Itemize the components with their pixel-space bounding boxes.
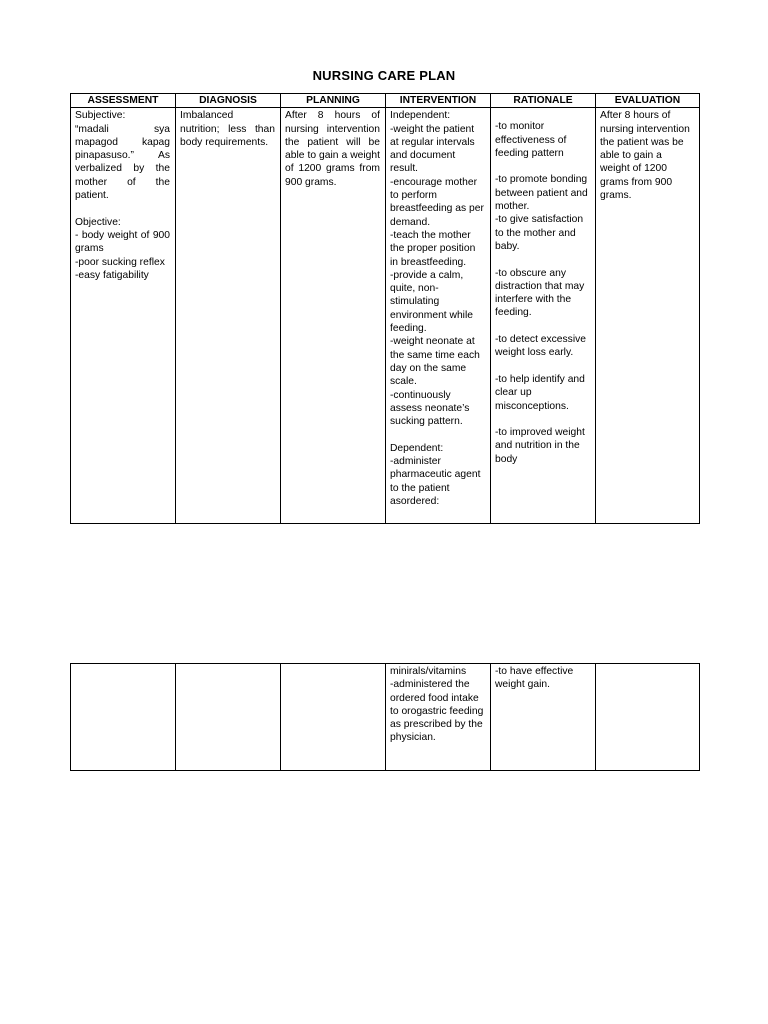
- rationale-item: -to give satisfaction to the mother and baby.: [495, 214, 584, 252]
- intervention-item: -provide a calm, quite, non-stimulating environment while feeding.: [390, 269, 473, 335]
- header-diagnosis: DIAGNOSIS: [176, 94, 281, 108]
- header-planning: PLANNING: [281, 94, 386, 108]
- diagnosis-cell: Imbalanced nutrition; less than body requirements.: [176, 108, 281, 524]
- rationale-item: -to promote bonding between patient and mother.: [495, 174, 588, 213]
- planning-cell: After 8 hours of nursing intervention the patient will be able to gain a weight of 1200 grams from 900 grams.: [281, 108, 386, 524]
- table-row: [71, 108, 700, 524]
- objective-item: -easy fatigability: [75, 269, 149, 281]
- dependent-label: Dependent:: [390, 442, 444, 454]
- intervention-item: -continuously assess neonate’s sucking pattern.: [390, 389, 470, 428]
- dependent-text: -administer pharmaceutic agent to the patient asordered:: [390, 456, 481, 507]
- rationale-item: -to improved weight and nutrition in the body: [495, 427, 585, 465]
- header-evaluation: EVALUATION: [596, 94, 700, 108]
- intervention-item: minirals/vitamins: [390, 666, 467, 677]
- rationale-item: -to monitor effectiveness of feeding pattern: [495, 121, 567, 159]
- intervention-cell: [386, 664, 491, 771]
- rationale-item: -to help identify and clear up misconceptions.: [495, 373, 585, 412]
- rationale-item: -to obscure any distraction that may interfere with the feeding.: [495, 267, 585, 319]
- objective-label: Objective:: [75, 216, 121, 228]
- intervention-item: -weight the patient at regular intervals and document result.: [390, 123, 475, 175]
- intervention-cell: [386, 108, 491, 524]
- care-plan-table: [70, 93, 700, 524]
- header-assessment: ASSESSMENT: [71, 94, 176, 108]
- page-title: NURSING CARE PLAN: [312, 68, 456, 83]
- objective-item: -poor sucking reflex: [75, 256, 165, 268]
- diagnosis-cell: [176, 664, 281, 771]
- evaluation-cell: [596, 664, 700, 771]
- subjective-text: “madali sya mapagod kapag pinapasuso.” As verbalized by the mother of the patient.: [75, 123, 170, 202]
- rationale-cell: [491, 108, 596, 524]
- intervention-item: -administered the ordered food intake to orogastric feeding as prescribed by the physician.: [390, 679, 484, 744]
- evaluation-cell: After 8 hours of nursing intervention the patient was be able to gain a weight of 1200 grams from 900 grams.: [596, 108, 700, 524]
- independent-label: Independent:: [390, 110, 451, 122]
- care-plan-continuation-table: [70, 663, 700, 771]
- rationale-item: -to detect excessive weight loss early.: [495, 334, 586, 359]
- intervention-item: -encourage mother to perform breastfeeding as per demand.: [390, 176, 484, 228]
- rationale-cell: -to have effective weight gain.: [491, 664, 596, 771]
- header-rationale: RATIONALE: [491, 94, 596, 108]
- assessment-cell: [71, 664, 176, 771]
- header-row: [71, 94, 700, 108]
- assessment-cell: [71, 108, 176, 524]
- header-intervention: INTERVENTION: [386, 94, 491, 108]
- table-row: [71, 664, 700, 771]
- planning-cell: [281, 664, 386, 771]
- subjective-label: Subjective:: [75, 110, 126, 122]
- intervention-item: -teach the mother the proper position in breastfeeding.: [390, 229, 476, 268]
- intervention-item: -weight neonate at the same time each day on the same scale.: [390, 336, 480, 388]
- objective-item: - body weight of 900 grams: [75, 229, 170, 255]
